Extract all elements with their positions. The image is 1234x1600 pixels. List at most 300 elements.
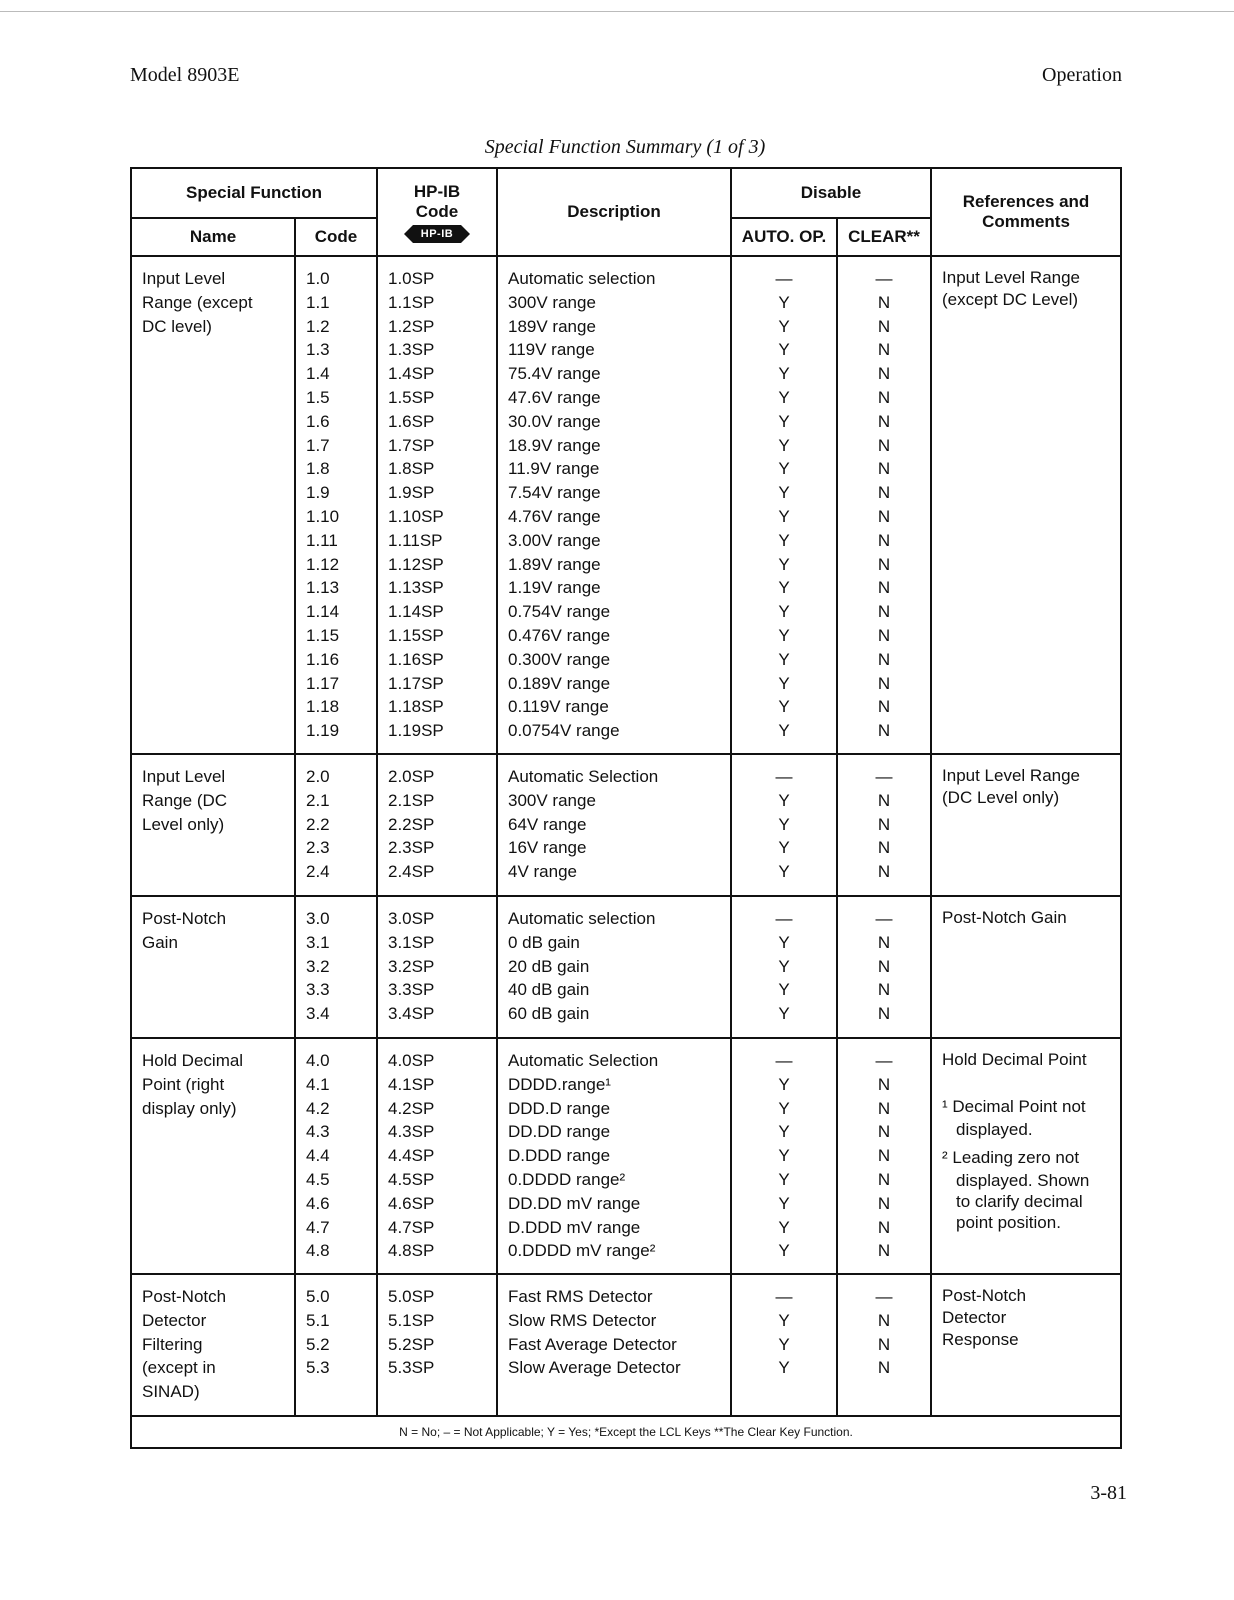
- description-line: 1.19V range: [508, 578, 601, 598]
- disable-auto-op-line: Y: [778, 387, 790, 407]
- hpib-code-line: 4.3SP: [388, 1122, 435, 1142]
- description-line: Fast RMS Detector: [508, 1287, 653, 1306]
- description-line: 4V range: [508, 862, 577, 882]
- function-code-line: 2.3: [306, 838, 330, 858]
- hpib-code-line: 1.16SP: [388, 649, 444, 669]
- function-code: [295, 754, 377, 896]
- disable-auto-op: [731, 1274, 837, 1416]
- description-line: 3.00V range: [508, 530, 601, 550]
- disable-clear-line: N: [877, 1074, 891, 1094]
- disable-auto-op-line: Y: [778, 721, 790, 741]
- footnote-1: [942, 1095, 1120, 1140]
- header-name: Name: [131, 218, 295, 256]
- description-line: DDDD.range¹: [508, 1074, 611, 1094]
- disable-clear-line: N: [877, 980, 891, 1000]
- disable-auto-op: [731, 896, 837, 1038]
- references-comments-line: (except DC Level): [942, 290, 1079, 309]
- function-code-line: 1.16: [306, 649, 340, 669]
- hpib-code-line: 1.13SP: [388, 578, 444, 598]
- description-line: 7.54V range: [508, 483, 601, 503]
- disable-clear-line: N: [877, 578, 891, 598]
- function-name-line: Gain: [142, 932, 178, 952]
- disable-clear-line: N: [877, 790, 891, 810]
- hpib-code: [377, 1274, 497, 1416]
- function-code: [295, 1038, 377, 1274]
- disable-clear-line: N: [877, 1193, 891, 1213]
- footnote-1-line: ¹ Decimal Point not: [942, 1097, 1086, 1116]
- references-comments: [931, 1274, 1121, 1416]
- function-code-line: 1.18: [306, 697, 340, 717]
- function-code-line: 3.1: [306, 932, 330, 952]
- function-code-line: 4.8: [306, 1241, 330, 1261]
- header-special-function: Special Function: [131, 168, 377, 218]
- description-line: 189V range: [508, 316, 596, 336]
- function-code-line: 1.7: [306, 435, 330, 455]
- description-line: 18.9V range: [508, 435, 601, 455]
- hpib-code-line: 1.7SP: [388, 435, 435, 455]
- references-comments: [931, 754, 1121, 896]
- function-code-line: 1.14: [306, 602, 340, 622]
- function-name-line: Point (right: [142, 1074, 225, 1094]
- description-line: 30.0V range: [508, 411, 601, 431]
- hpib-arrow-icon: HP-IB: [413, 225, 461, 243]
- function-code-line: 1.3: [306, 340, 330, 360]
- disable-auto-op-line: Y: [778, 980, 790, 1000]
- description-line: 0.DDDD mV range²: [508, 1241, 656, 1261]
- function-code-line: 1.4: [306, 364, 330, 384]
- function-code-line: 1.13: [306, 578, 340, 598]
- disable-clear: [837, 256, 931, 754]
- running-header-left: Model 8903E: [130, 64, 240, 86]
- function-group-row: [131, 754, 1121, 896]
- hpib-code: [377, 1038, 497, 1274]
- disable-clear-line: N: [877, 862, 891, 882]
- function-code-line: 5.1: [306, 1310, 330, 1330]
- description-line: Fast Average Detector: [508, 1334, 677, 1354]
- hpib-code-line: 1.9SP: [388, 483, 435, 503]
- legend: N = No; – = Not Applicable; Y = Yes; *Except the LCL Keys **The Clear Key Function.: [131, 1416, 1121, 1448]
- disable-clear-line: —: [875, 269, 893, 288]
- disable-auto-op-line: Y: [778, 316, 790, 336]
- disable-auto-op-line: Y: [778, 530, 790, 550]
- disable-auto-op-line: Y: [778, 1146, 790, 1166]
- disable-clear: [837, 1274, 931, 1416]
- disable-clear-line: N: [877, 1098, 891, 1118]
- function-code: [295, 1274, 377, 1416]
- function-code: [295, 896, 377, 1038]
- description-line: 40 dB gain: [508, 980, 590, 1000]
- disable-clear-line: —: [875, 1287, 893, 1306]
- disable-clear-line: N: [877, 1358, 891, 1378]
- description: [497, 1274, 731, 1416]
- function-code-line: 3.4: [306, 1004, 330, 1024]
- disable-auto-op-line: Y: [778, 435, 790, 455]
- description-line: 300V range: [508, 790, 596, 810]
- disable-clear-line: N: [877, 649, 891, 669]
- function-name-line: DC level): [142, 316, 212, 336]
- hpib-code-line: 1.14SP: [388, 602, 444, 622]
- description-line: 0.189V range: [508, 673, 611, 693]
- disable-clear-line: N: [877, 673, 891, 693]
- hpib-code-line: 1.11SP: [388, 530, 443, 550]
- disable-clear-line: N: [877, 483, 891, 503]
- hpib-code-line: 4.4SP: [388, 1146, 435, 1166]
- hpib-code-line: 2.1SP: [388, 790, 435, 810]
- function-group-row: [131, 1038, 1121, 1274]
- description-line: 20 dB gain: [508, 956, 590, 976]
- disable-auto-op-line: Y: [778, 459, 790, 479]
- header-disable: Disable: [731, 168, 931, 218]
- function-code-line: 5.0: [306, 1287, 330, 1306]
- hpib-code-line: 2.4SP: [388, 862, 435, 882]
- disable-auto-op-line: Y: [778, 1241, 790, 1261]
- references-comments: [931, 1038, 1121, 1274]
- hpib-code-line: 1.3SP: [388, 340, 435, 360]
- footnote-2-line: to clarify decimal: [956, 1191, 1083, 1211]
- disable-clear-line: N: [877, 625, 891, 645]
- function-group-row: [131, 1274, 1121, 1416]
- disable-auto-op: [731, 1038, 837, 1274]
- hpib-code-line: 5.3SP: [388, 1358, 435, 1378]
- disable-auto-op-line: Y: [778, 340, 790, 360]
- function-code-line: 5.2: [306, 1334, 330, 1354]
- hpib-code-line: 2.0SP: [388, 767, 435, 786]
- references-comments-line: (DC Level only): [942, 788, 1060, 807]
- hpib-code-line: 1.2SP: [388, 316, 435, 336]
- disable-clear-line: N: [877, 602, 891, 622]
- hpib-code-line: 1.5SP: [388, 387, 435, 407]
- references-comments: [931, 896, 1121, 1038]
- disable-clear-line: N: [877, 1310, 891, 1330]
- function-name-line: Hold Decimal: [142, 1051, 244, 1070]
- function-name-line: Range (except: [142, 292, 253, 312]
- function-code-line: 4.2: [306, 1098, 330, 1118]
- disable-clear-line: N: [877, 932, 891, 952]
- disable-clear-line: N: [877, 1169, 891, 1189]
- function-code-line: 1.15: [306, 625, 340, 645]
- hpib-code-line: 3.1SP: [388, 932, 435, 952]
- page-number: 3-81: [1090, 1482, 1127, 1504]
- description-line: 0.DDDD range²: [508, 1169, 626, 1189]
- disable-auto-op-line: Y: [778, 506, 790, 526]
- disable-auto-op-line: Y: [778, 649, 790, 669]
- description: [497, 1038, 731, 1274]
- disable-clear-line: N: [877, 814, 891, 834]
- hpib-code-line: 1.17SP: [388, 673, 444, 693]
- disable-auto-op-line: Y: [778, 1310, 790, 1330]
- disable-auto-op-line: Y: [778, 673, 790, 693]
- footnote-2: [942, 1146, 1120, 1233]
- hpib-code-line: 1.6SP: [388, 411, 435, 431]
- disable-auto-op-line: Y: [778, 1169, 790, 1189]
- description-line: 16V range: [508, 838, 587, 858]
- function-name-line: Input Level: [142, 269, 226, 288]
- description-line: Automatic selection: [508, 269, 656, 288]
- hpib-code-line: 5.0SP: [388, 1287, 435, 1306]
- references-comments-line: Response: [942, 1330, 1019, 1349]
- hpib-code-line: 4.7SP: [388, 1217, 435, 1237]
- references-comments-line: Hold Decimal Point: [942, 1050, 1087, 1069]
- hpib-code-line: 1.4SP: [388, 364, 435, 384]
- disable-auto-op-line: —: [775, 909, 793, 928]
- disable-auto-op-line: Y: [778, 1358, 790, 1378]
- description-line: 1.89V range: [508, 554, 601, 574]
- hpib-code-line: 2.2SP: [388, 814, 435, 834]
- description-line: 60 dB gain: [508, 1004, 590, 1024]
- disable-clear-line: N: [877, 554, 891, 574]
- description-line: 64V range: [508, 814, 587, 834]
- references-comments-line: Detector: [942, 1308, 1007, 1327]
- disable-clear-line: N: [877, 721, 891, 741]
- function-name-line: Post-Notch: [142, 909, 227, 928]
- function-name: [131, 754, 295, 896]
- function-code-line: 1.11: [306, 530, 338, 550]
- hpib-code: [377, 754, 497, 896]
- hpib-code-line: 4.8SP: [388, 1241, 435, 1261]
- footnote-1-line: displayed.: [956, 1119, 1033, 1139]
- description: [497, 754, 731, 896]
- disable-clear-line: N: [877, 1004, 891, 1024]
- hpib-code-line: 3.4SP: [388, 1004, 435, 1024]
- function-name: [131, 896, 295, 1038]
- hpib-code-line: 1.10SP: [388, 506, 444, 526]
- function-code-line: 1.1: [306, 292, 330, 312]
- hpib-code-line: 4.1SP: [388, 1074, 435, 1094]
- hpib-code-line: 1.12SP: [388, 554, 444, 574]
- description-line: Automatic selection: [508, 909, 656, 928]
- hpib-code-line: 1.19SP: [388, 721, 444, 741]
- function-name-line: Post-Notch: [142, 1287, 227, 1306]
- function-code-line: 4.7: [306, 1217, 330, 1237]
- hpib-code-line: 5.1SP: [388, 1310, 435, 1330]
- hpib-code: [377, 256, 497, 754]
- description-line: 0.0754V range: [508, 721, 620, 741]
- disable-auto-op-line: —: [775, 1287, 793, 1306]
- function-group-row: [131, 896, 1121, 1038]
- disable-clear-line: N: [877, 530, 891, 550]
- function-code-line: 2.2: [306, 814, 330, 834]
- function-code-line: 1.8: [306, 459, 330, 479]
- hpib-code-line: 1.1SP: [388, 292, 435, 312]
- disable-auto-op-line: Y: [778, 1074, 790, 1094]
- disable-auto-op-line: Y: [778, 578, 790, 598]
- function-code-line: 1.6: [306, 411, 330, 431]
- description-line: DD.DD mV range: [508, 1193, 641, 1213]
- header-auto-op: AUTO. OP.: [731, 218, 837, 256]
- description-line: 11.9V range: [508, 459, 600, 479]
- disable-auto-op-line: —: [775, 1051, 793, 1070]
- function-code-line: 1.19: [306, 721, 340, 741]
- function-code-line: 2.0: [306, 767, 330, 786]
- disable-clear-line: N: [877, 459, 891, 479]
- description-line: 0.300V range: [508, 649, 611, 669]
- function-code-line: 3.2: [306, 956, 330, 976]
- hpib-code-line: 2.3SP: [388, 838, 435, 858]
- special-function-table: [130, 167, 1120, 1449]
- spacer: [942, 1071, 1120, 1095]
- function-name-line: Level only): [142, 814, 225, 834]
- hpib-code-line: 3.3SP: [388, 980, 435, 1000]
- function-code-line: 4.4: [306, 1146, 330, 1166]
- header-hpib-code: HP-IB Code HP-IB: [377, 168, 497, 256]
- references-comments-line: Input Level Range: [942, 766, 1081, 785]
- description-line: 4.76V range: [508, 506, 601, 526]
- disable-auto-op-line: Y: [778, 483, 790, 503]
- disable-clear-line: N: [877, 1122, 891, 1142]
- function-code-line: 1.5: [306, 387, 330, 407]
- disable-auto-op-line: Y: [778, 1004, 790, 1024]
- description: [497, 896, 731, 1038]
- function-code-line: 2.4: [306, 862, 330, 882]
- disable-clear-line: N: [877, 1146, 891, 1166]
- description-line: DDD.D range: [508, 1098, 611, 1118]
- hpib-code-line: 5.2SP: [388, 1334, 435, 1354]
- function-name: [131, 1038, 295, 1274]
- hpib-code-line: 4.2SP: [388, 1098, 435, 1118]
- disable-clear-line: N: [877, 411, 891, 431]
- disable-auto-op-line: Y: [778, 554, 790, 574]
- disable-clear: [837, 1038, 931, 1274]
- function-code-line: 3.0: [306, 909, 330, 928]
- disable-auto-op-line: Y: [778, 1193, 790, 1213]
- disable-auto-op-line: Y: [778, 1122, 790, 1142]
- disable-clear-line: N: [877, 435, 891, 455]
- function-code-line: 4.3: [306, 1122, 330, 1142]
- function-name-line: SINAD): [142, 1382, 200, 1402]
- description-line: 0 dB gain: [508, 932, 580, 952]
- description-line: 47.6V range: [508, 387, 601, 407]
- hpib-code-line: 3.0SP: [388, 909, 435, 928]
- header-code: Code: [295, 218, 377, 256]
- disable-auto-op-line: Y: [778, 1098, 790, 1118]
- function-code-line: 5.3: [306, 1358, 330, 1378]
- footnote-2-line: displayed. Shown: [956, 1170, 1090, 1190]
- disable-auto-op-line: Y: [778, 1217, 790, 1237]
- disable-clear-line: N: [877, 292, 891, 312]
- disable-auto-op-line: Y: [778, 1334, 790, 1354]
- disable-clear-line: —: [875, 909, 893, 928]
- description-line: Automatic Selection: [508, 767, 659, 786]
- function-code-line: 1.17: [306, 673, 340, 693]
- disable-clear-line: N: [877, 697, 891, 717]
- footnote-2-line: ² Leading zero not: [942, 1147, 1080, 1167]
- disable-clear-line: N: [877, 387, 891, 407]
- function-code-line: 4.6: [306, 1193, 330, 1213]
- function-name-line: Range (DC: [142, 790, 228, 810]
- disable-auto-op-line: Y: [778, 862, 790, 882]
- function-code-line: 1.10: [306, 506, 340, 526]
- references-comments-line: Post-Notch Gain: [942, 908, 1067, 927]
- function-name-line: Detector: [142, 1310, 207, 1330]
- disable-auto-op-line: Y: [778, 697, 790, 717]
- running-header-right: Operation: [1042, 64, 1122, 86]
- disable-clear-line: N: [877, 1217, 891, 1237]
- description-line: Slow Average Detector: [508, 1358, 681, 1378]
- description-line: 119V range: [508, 340, 595, 360]
- function-name-line: Input Level: [142, 767, 226, 786]
- disable-auto-op-line: Y: [778, 364, 790, 384]
- function-name: [131, 1274, 295, 1416]
- disable-auto-op-line: Y: [778, 292, 790, 312]
- description-line: 0.476V range: [508, 625, 611, 645]
- description-line: 0.754V range: [508, 602, 611, 622]
- references-comments-line: Input Level Range: [942, 268, 1081, 287]
- hpib-code: [377, 896, 497, 1038]
- hpib-code-line: 4.6SP: [388, 1193, 435, 1213]
- function-code-line: 2.1: [306, 790, 330, 810]
- function-name-line: Filtering: [142, 1334, 203, 1354]
- disable-auto-op: [731, 754, 837, 896]
- disable-auto-op-line: Y: [778, 625, 790, 645]
- header-description: Description: [497, 168, 731, 256]
- function-name: [131, 256, 295, 754]
- description-line: 300V range: [508, 292, 596, 312]
- disable-auto-op-line: —: [775, 269, 793, 288]
- footnote-2-line: point position.: [956, 1212, 1061, 1232]
- disable-clear-line: N: [877, 838, 891, 858]
- disable-auto-op-line: Y: [778, 411, 790, 431]
- function-code-line: 3.3: [306, 980, 330, 1000]
- disable-clear-line: N: [877, 506, 891, 526]
- disable-auto-op-line: Y: [778, 790, 790, 810]
- function-code-line: 1.0: [306, 269, 330, 288]
- function-name-line: display only): [142, 1098, 237, 1118]
- table-caption: Special Function Summary (1 of 3): [484, 136, 766, 158]
- description-line: D.DDD mV range: [508, 1217, 641, 1237]
- function-code-line: 1.12: [306, 554, 340, 574]
- disable-clear: [837, 896, 931, 1038]
- disable-clear-line: —: [875, 767, 893, 786]
- description-line: Slow RMS Detector: [508, 1310, 657, 1330]
- references-comments: [931, 256, 1121, 754]
- disable-auto-op: [731, 256, 837, 754]
- disable-clear-line: —: [875, 1051, 893, 1070]
- top-rule: [0, 11, 1234, 12]
- hpib-code-line: 1.15SP: [388, 625, 444, 645]
- hpib-code-line: 1.18SP: [388, 697, 444, 717]
- description-line: DD.DD range: [508, 1122, 611, 1142]
- function-code-line: 4.5: [306, 1169, 330, 1189]
- function-code-line: 4.0: [306, 1051, 330, 1070]
- function-code-line: 1.2: [306, 316, 330, 336]
- disable-auto-op-line: Y: [778, 932, 790, 952]
- description: [497, 256, 731, 754]
- header-references: References and Comments: [931, 168, 1121, 256]
- disable-clear-line: N: [877, 340, 891, 360]
- disable-auto-op-line: Y: [778, 602, 790, 622]
- hpib-code-line: 4.5SP: [388, 1169, 435, 1189]
- disable-auto-op-line: Y: [778, 814, 790, 834]
- hpib-code-line: 3.2SP: [388, 956, 435, 976]
- function-name-line: (except in: [142, 1358, 216, 1378]
- disable-clear-line: N: [877, 1334, 891, 1354]
- description-line: Automatic Selection: [508, 1051, 659, 1070]
- hpib-code-line: 1.0SP: [388, 269, 435, 288]
- references-comments-line: Post-Notch: [942, 1286, 1027, 1305]
- hpib-code-line: 4.0SP: [388, 1051, 435, 1070]
- disable-clear-line: N: [877, 956, 891, 976]
- function-code-line: 1.9: [306, 483, 330, 503]
- header-clear: CLEAR**: [837, 218, 931, 256]
- hpib-code-line: 1.8SP: [388, 459, 435, 479]
- disable-clear-line: N: [877, 364, 891, 384]
- function-code-line: 4.1: [306, 1074, 330, 1094]
- disable-auto-op-line: Y: [778, 838, 790, 858]
- function-code: [295, 256, 377, 754]
- description-line: 75.4V range: [508, 364, 601, 384]
- description-line: 0.119V range: [508, 697, 609, 717]
- disable-auto-op-line: Y: [778, 956, 790, 976]
